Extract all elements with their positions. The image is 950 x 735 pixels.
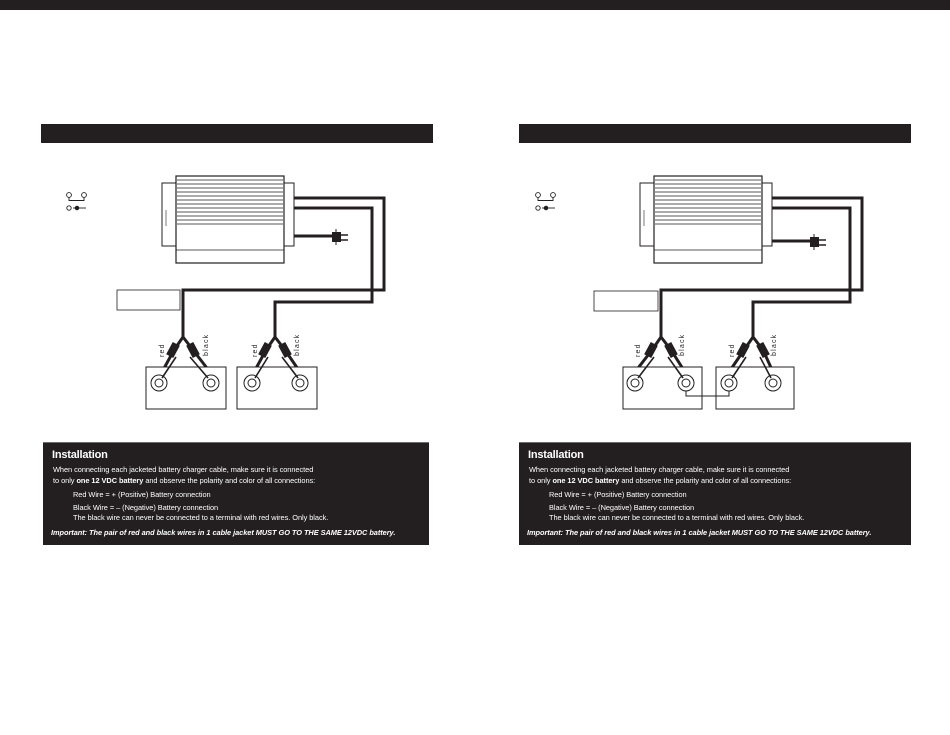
legend-icon (536, 193, 556, 211)
installation-box (43, 442, 429, 545)
black-wire-note: The black wire can never be connected to a terminal with red wires. Only black. (549, 513, 805, 522)
charger-unit (162, 176, 294, 263)
line2-prefix: to only (53, 476, 77, 485)
battery-2 (237, 318, 317, 409)
wire-label-black-1: black (203, 333, 210, 356)
line2-prefix: to only (529, 476, 553, 485)
line2-suffix: and observe the polarity and color of all connections: (619, 476, 792, 485)
wiring-diagram (478, 150, 950, 420)
black-wire-text: Black Wire = – (Negative) Battery connection (73, 503, 219, 512)
line2-bold: one 12 VDC battery (76, 476, 144, 485)
installation-line-2 (53, 476, 315, 485)
wire-label-black-2: black (294, 333, 301, 356)
label-box (117, 290, 180, 310)
section-header-bar (41, 124, 433, 143)
line2-bold: one 12 VDC battery (552, 476, 620, 485)
wiring-diagram (0, 150, 475, 420)
wire-label-red-2: red (252, 343, 259, 357)
red-wire-text: Red Wire = + (Positive) Battery connection (73, 490, 211, 499)
battery-1 (623, 318, 702, 409)
installation-line-1: When connecting each jacketed battery charger cable, make sure it is connected (529, 465, 790, 474)
red-wire-text: Red Wire = + (Positive) Battery connection (549, 490, 687, 499)
power-cord (294, 229, 348, 245)
installation-line-2 (529, 476, 791, 485)
charger-unit (640, 176, 772, 263)
wire-label-red-2: red (729, 343, 736, 357)
battery-1 (146, 318, 226, 409)
power-cord (772, 234, 826, 250)
wire-label-black-2: black (771, 333, 778, 356)
important-note: Important: The pair of red and black wires in 1 cable jacket MUST GO TO THE SAME 12VDC battery. (51, 528, 396, 537)
section-header-bar (519, 124, 911, 143)
black-wire-text: Black Wire = – (Negative) Battery connection (549, 503, 695, 512)
wire-label-black-1: black (679, 333, 686, 356)
installation-box (519, 442, 911, 545)
black-wire-note: The black wire can never be connected to a terminal with red wires. Only black. (73, 513, 329, 522)
line2-suffix: and observe the polarity and color of all connections: (143, 476, 316, 485)
wire-label-red-1: red (159, 343, 166, 357)
label-box (594, 291, 658, 311)
installation-title: Installation (52, 449, 108, 461)
right-page (478, 0, 950, 735)
legend-icon (67, 193, 87, 211)
battery-2 (716, 318, 794, 409)
installation-title: Installation (528, 449, 584, 461)
wire-label-red-1: red (635, 343, 642, 357)
installation-line-1: When connecting each jacketed battery charger cable, make sure it is connected (53, 465, 314, 474)
important-note: Important: The pair of red and black wires in 1 cable jacket MUST GO TO THE SAME 12VDC battery. (527, 528, 872, 537)
